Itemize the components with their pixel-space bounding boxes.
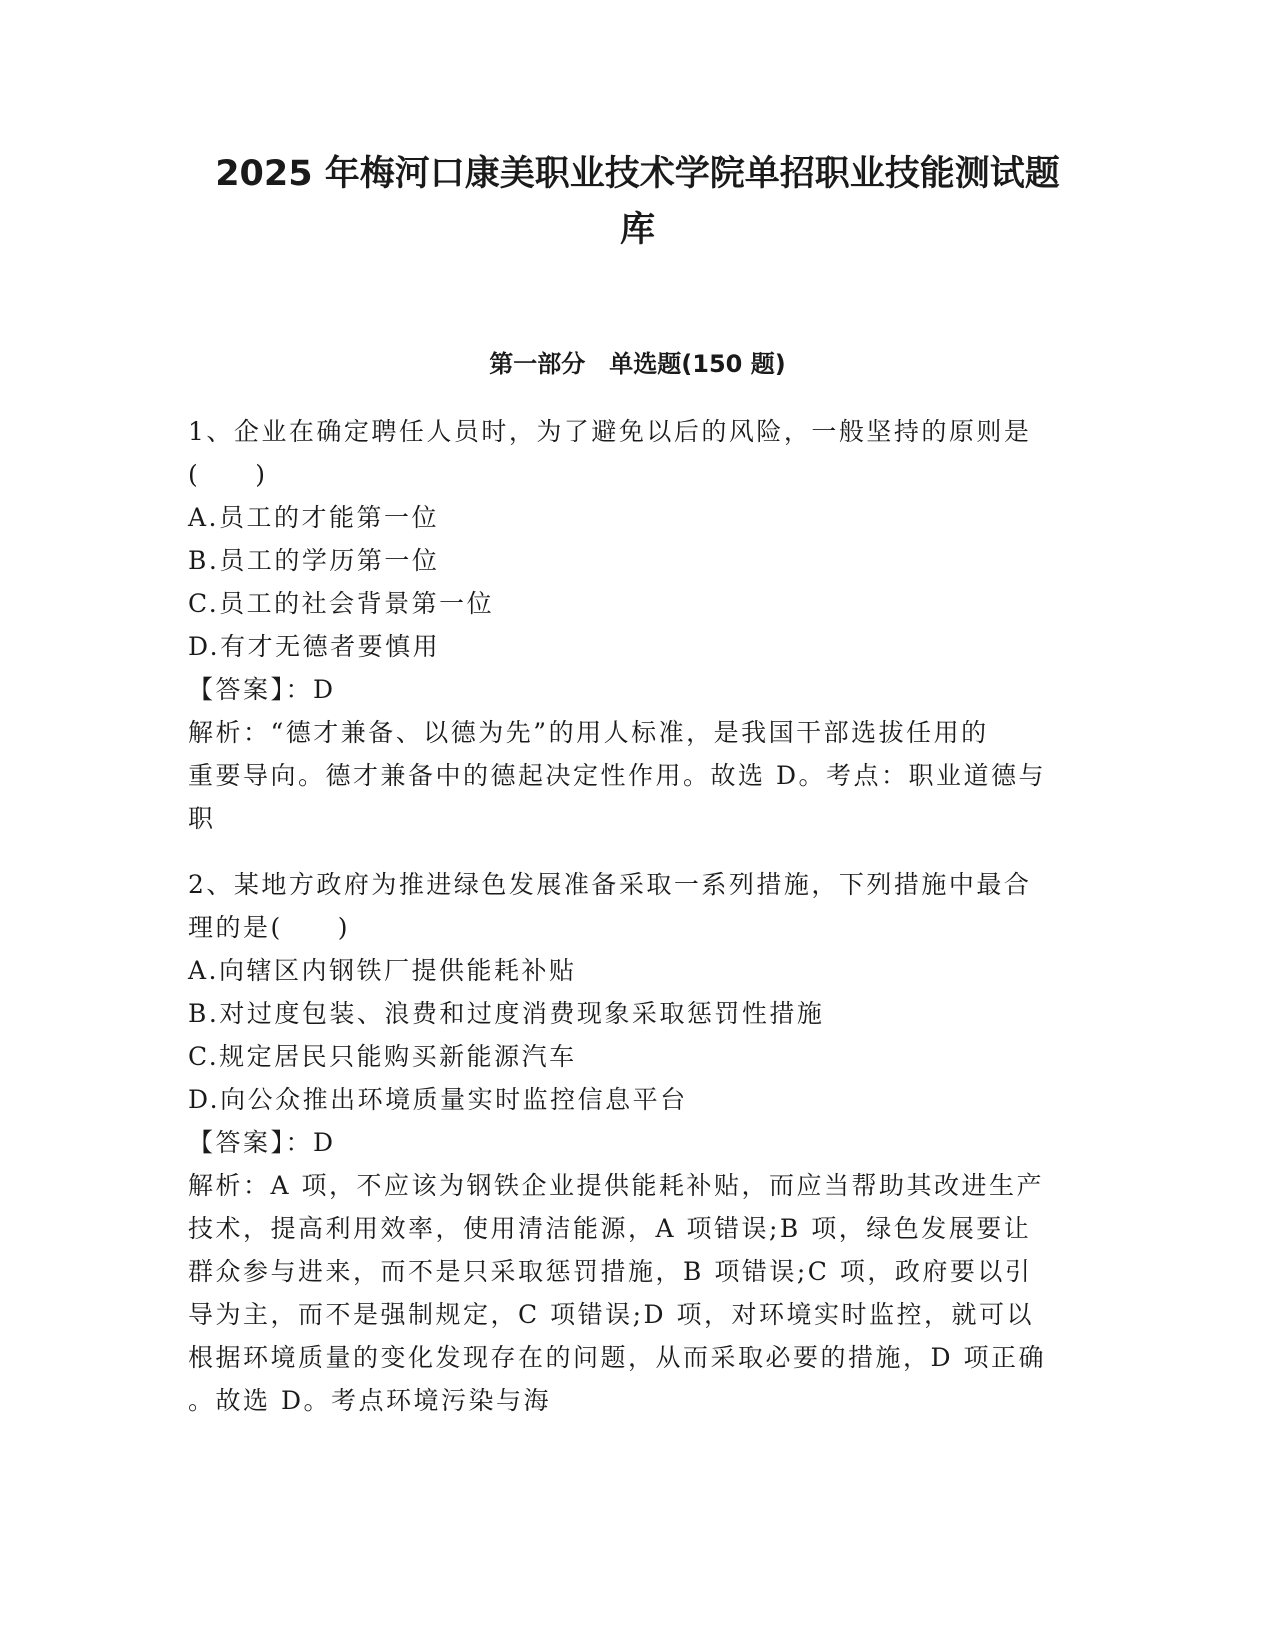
analysis-line: 群众参与进来，而不是只采取惩罚措施，B 项错误;C 项，政府要以引 (188, 1257, 1033, 1286)
document-title-line-1: 2025 年梅河口康美职业技术学院单招职业技能测试题 (215, 154, 1060, 194)
analysis-line: 技术，提高利用效率，使用清洁能源，A 项错误;B 项，绿色发展要让 (188, 1214, 1032, 1243)
option-a: A.员工的才能第一位 (188, 503, 440, 532)
analysis-line: 根据环境质量的变化发现存在的问题，从而采取必要的措施，D 项正确 (188, 1343, 1046, 1372)
question-stem-line: 1、企业在确定聘任人员时，为了避免以后的风险，一般坚持的原则是 (188, 417, 1032, 446)
question-1 (188, 410, 1098, 840)
question-stem-line: ( ) (188, 460, 268, 489)
option-d: D.向公众推出环境质量实时监控信息平台 (188, 1085, 688, 1114)
question-2 (188, 863, 1098, 1422)
option-b: B.员工的学历第一位 (188, 546, 440, 575)
option-c: C.规定居民只能购买新能源汽车 (188, 1042, 577, 1071)
analysis-line: 。故选 D。考点环境污染与海 (188, 1386, 551, 1415)
option-b: B.对过度包装、浪费和过度消费现象采取惩罚性措施 (188, 999, 825, 1028)
answer-label: 【答案】：D (188, 1128, 336, 1157)
option-d: D.有才无德者要慎用 (188, 632, 441, 661)
analysis-line: 解析：A 项，不应该为钢铁企业提供能耗补贴，而应当帮助其改进生产 (188, 1171, 1045, 1200)
section-heading: 第一部分 单选题(150 题) (489, 350, 786, 378)
option-c: C.员工的社会背景第一位 (188, 589, 495, 618)
option-a: A.向辖区内钢铁厂提供能耗补贴 (188, 956, 577, 985)
answer-label: 【答案】：D (188, 675, 336, 704)
document-title (150, 146, 1125, 258)
analysis-line: 导为主，而不是强制规定，C 项错误;D 项，对环境实时监控，就可以 (188, 1300, 1034, 1329)
analysis-line: 重要导向。德才兼备中的德起决定性作用。故选 D。考点：职业道德与 (188, 761, 1046, 790)
analysis-line: 职 (188, 804, 216, 833)
document-title-line-2: 库 (619, 210, 655, 250)
question-stem-line: 2、某地方政府为推进绿色发展准备采取一系列措施，下列措施中最合 (188, 870, 1032, 899)
analysis-line: 解析：“德才兼备、以德为先”的用人标准，是我国干部选拔任用的 (188, 718, 989, 747)
question-stem-line: 理的是( ) (188, 913, 351, 942)
